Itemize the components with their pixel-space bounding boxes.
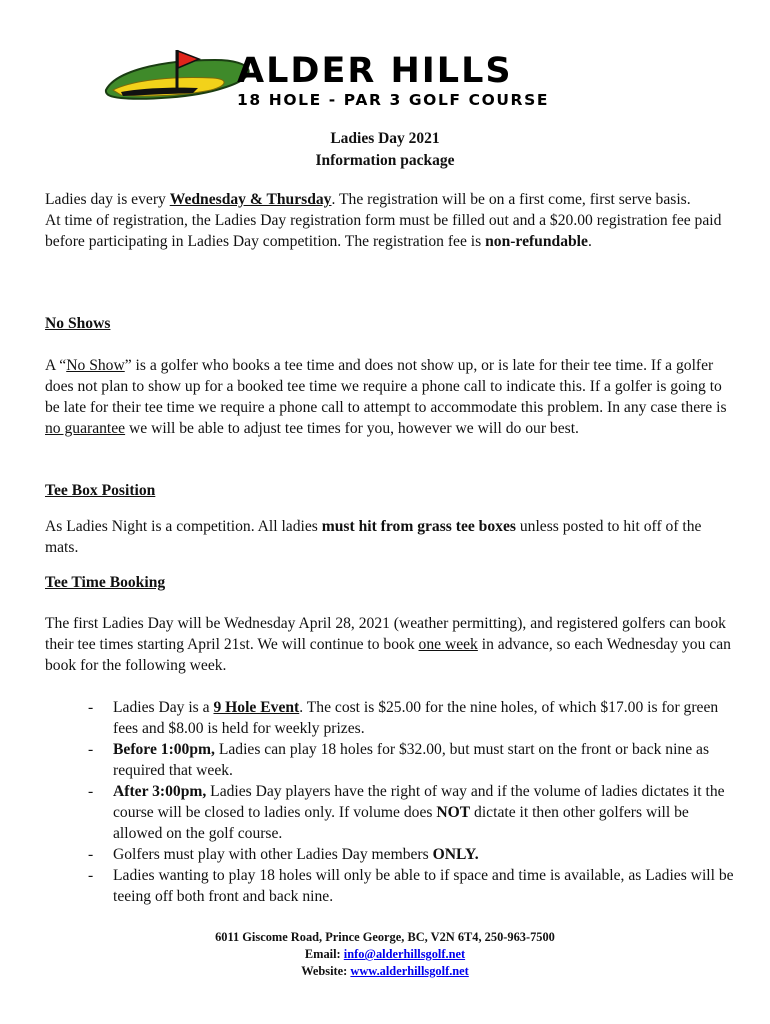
list-item: - Golfers must play with other Ladies Day members ONLY. — [88, 846, 479, 863]
list-item: - Ladies wanting to play 18 holes will only be able to if space and time is available, as Ladies will be teeing off both front and back nine. — [88, 867, 734, 905]
registration-paragraph: At time of registration, the Ladies Day registration form must be filled out and a $20.00 registration fee paid before participating in Ladies Day competition. The registration fee is non-refundable. — [45, 212, 722, 250]
logo-name: ALDER HILLS — [237, 51, 513, 91]
intro-paragraph: Ladies day is every Wednesday & Thursday. The registration will be on a first come, first serve basis. — [45, 191, 691, 208]
doc-subtitle: Information package — [315, 152, 455, 169]
nine-hole-emphasis: 9 Hole Event — [213, 699, 300, 716]
footer-email: Email: info@alderhillsgolf.net — [304, 947, 466, 961]
email-link[interactable]: info@alderhillsgolf.net — [343, 947, 466, 961]
one-week-term: one week — [418, 636, 478, 653]
grass-tee-emphasis: must hit from grass tee boxes — [321, 518, 516, 535]
booking-paragraph: The first Ladies Day will be Wednesday April 28, 2021 (weather permitting), and registered golfers can book their tee times starting April 21st. We will continue to book one week in advance, so each Wednesday you can book for the following week. — [45, 615, 731, 674]
no-shows-paragraph: A “No Show” is a golfer who books a tee time and does not show up, or is late for their tee time. If a golfer does not plan to show up for a booked tee time we require a phone call to indicate this. If a golfer is going to be late for their tee time we require a phone call to attempt to accommodate this problem. In any case there is no guarantee we will be able to adjust tee times for you, however we will do our best. — [45, 357, 727, 437]
logo-tagline: 18 HOLE - PAR 3 GOLF COURSE — [237, 91, 550, 109]
footer-address: 6011 Giscome Road, Prince George, BC, V2N 6T4, 250-963-7500 — [215, 930, 555, 944]
no-guarantee-term: no guarantee — [45, 420, 126, 437]
no-show-term: No Show — [66, 357, 125, 374]
list-item: - Before 1:00pm, Ladies can play 18 holes for $32.00, but must start on the front or back nine as required that week. — [88, 741, 710, 779]
footer-website: Website: www.alderhillsgolf.net — [301, 964, 469, 978]
list-item: - After 3:00pm, Ladies Day players have the right of way and if the volume of ladies dictates it the course will be closed to ladies only. If volume does NOT dictate it then other golfers will be allowed on the golf course. — [88, 783, 725, 842]
list-item: - Ladies Day is a 9 Hole Event. The cost is $25.00 for the nine holes, of which $17.00 is for green fees and $8.00 is held for weekly prizes. — [88, 699, 719, 737]
booking-heading: Tee Time Booking — [45, 574, 166, 591]
nonrefundable-emphasis: non-refundable — [485, 233, 588, 250]
tee-box-paragraph: As Ladies Night is a competition. All ladies must hit from grass tee boxes unless posted to hit off of the mats. — [45, 518, 702, 556]
website-link[interactable]: www.alderhillsgolf.net — [350, 964, 469, 978]
doc-title: Ladies Day 2021 — [330, 130, 440, 147]
intro-section — [45, 189, 735, 252]
no-shows-heading: No Shows — [45, 315, 111, 332]
days-emphasis: Wednesday & Thursday — [169, 191, 332, 208]
rules-list — [45, 697, 735, 907]
tee-box-heading: Tee Box Position — [45, 482, 156, 499]
